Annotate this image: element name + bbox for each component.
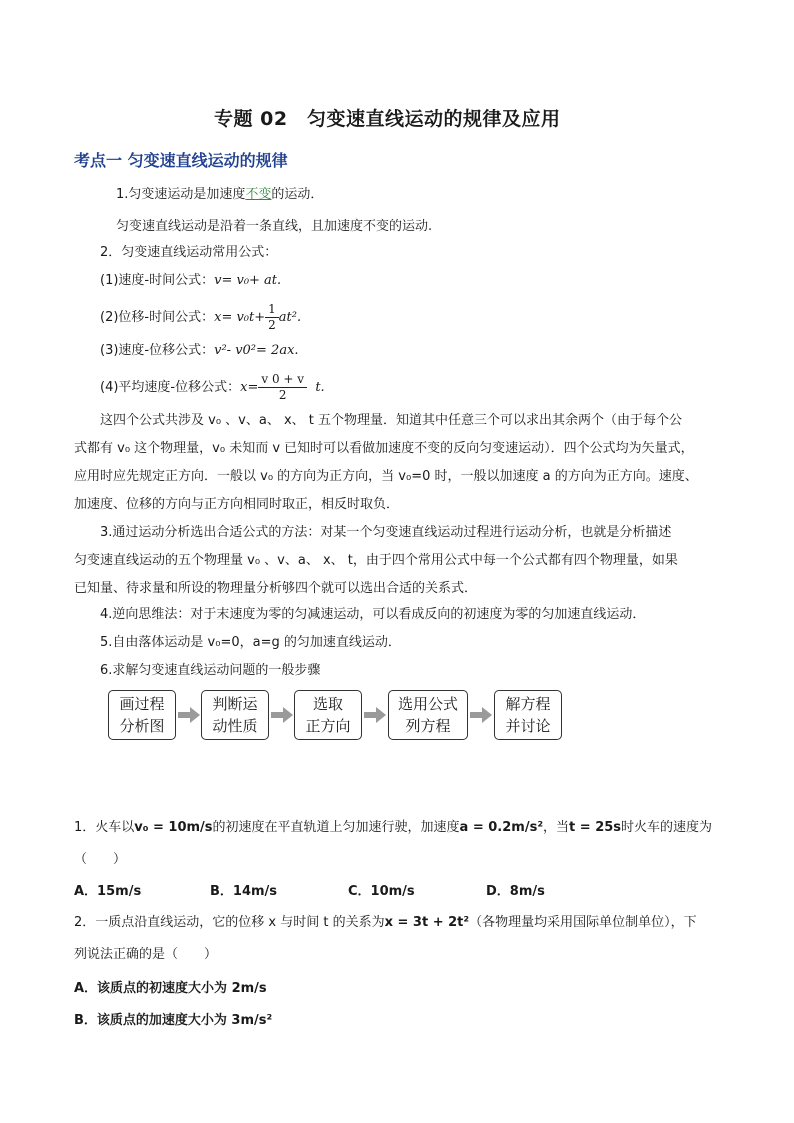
- question-2-stem: [74, 911, 697, 930]
- question-1-answer-paren: （ ）: [74, 852, 127, 867]
- page-title: 专题 02 匀变速直线运动的规律及应用: [214, 108, 561, 130]
- point-2: 2．匀变速直线运动常用公式：: [100, 245, 278, 260]
- method-line-1: 3.通过运动分析选出合适公式的方法：对某一个匀变速直线运动过程进行运动分析，也就是分析描述: [100, 525, 672, 540]
- section-heading: 考点一 匀变速直线运动的规律: [74, 151, 288, 170]
- question-2-equation: x = 3t + 2t²: [384, 915, 470, 930]
- flow-step-5: [494, 690, 562, 740]
- question-1-text-d: 时火车的速度为: [621, 820, 713, 835]
- flow-step-4-line-1: 选用公式: [397, 695, 458, 713]
- flow-step-4: [388, 690, 468, 740]
- formula-4-numerator: v 0 + v: [258, 372, 307, 388]
- formula-2-label: (2)位移-时间公式：: [100, 310, 215, 325]
- formula-1-label: (1)速度-时间公式：: [100, 273, 215, 288]
- flow-step-2-line-1: 判断运: [212, 695, 258, 713]
- flow-step-3-line-1: 选取: [312, 695, 343, 713]
- formula-4-post: t.: [315, 380, 325, 395]
- question-2-text-b: （各物理量均采用国际单位制单位），下: [469, 915, 697, 930]
- explanation-line-2: 式都有 v₀ 这个物理量，v₀ 未知而 v 已知时可以看做加速度不变的反向匀变速运动）．四个公式均为矢量式，: [74, 441, 694, 456]
- formula-2: [100, 302, 301, 333]
- flow-arrow-3-icon: [364, 707, 386, 723]
- flow-step-3-line-2: 正方向: [305, 717, 351, 735]
- formula-2-pre: x= v₀t+: [214, 310, 266, 325]
- question-1-text-a: 1．火车以: [74, 820, 135, 835]
- point-1-detail: 匀变速直线运动是沿着一条直线，且加速度不变的运动.: [116, 219, 433, 234]
- flow-step-3: [294, 690, 362, 740]
- point-6: 6.求解匀变速直线运动问题的一般步骤: [100, 663, 321, 678]
- explanation-line-3: 应用时应先规定正方向．一般以 v₀ 的方向为正方向，当 v₀=0 时，一般以加速度 a 的方向为正方向。速度、: [74, 469, 698, 484]
- formula-4-label: (4)平均速度-位移公式：: [100, 380, 241, 395]
- formula-2-numerator: 1: [265, 302, 279, 318]
- formula-4-pre: x=: [240, 380, 259, 395]
- formula-3-expr: v²- v0²= 2ax.: [214, 343, 299, 358]
- flow-step-1-line-2: 分析图: [119, 717, 165, 735]
- point-1: [116, 182, 323, 208]
- flow-step-1-line-1: 画过程: [119, 695, 165, 713]
- flow-arrow-2-icon: [271, 707, 293, 723]
- point-1-pre: 1.匀变速运动是加速度: [116, 187, 246, 202]
- question-1-option-a[interactable]: A．15m/s: [74, 884, 142, 899]
- question-1-option-d[interactable]: D．8m/s: [486, 884, 545, 899]
- question-1-stem: [74, 816, 712, 835]
- method-line-2: 匀变速直线运动的五个物理量 v₀ 、v、a、 x、 t，由于四个常用公式中每一个公式都有四个物理量，如果: [74, 553, 678, 568]
- question-1-text-b: 的初速度在平直轨道上匀加速行驶，加速度: [212, 820, 460, 835]
- formula-4-fraction: [258, 372, 307, 403]
- question-2-option-b[interactable]: B．该质点的加速度大小为 3m/s²: [74, 1013, 273, 1028]
- explanation-line-4: 加速度、位移的方向与正方向相同时取正，相反时取负．: [74, 497, 400, 512]
- flow-arrow-4-icon: [470, 707, 492, 723]
- formula-3: [100, 338, 299, 364]
- question-1-v0: v₀ = 10m/s: [134, 820, 213, 835]
- question-1-option-c[interactable]: C．10m/s: [348, 884, 415, 899]
- point-1-post: 的运动．: [271, 187, 324, 202]
- explanation-line-1: 这四个公式共涉及 v₀ 、v、a、 x、 t 五个物理量．知道其中任意三个可以求出其余两个（由于每个公: [100, 413, 683, 428]
- flow-step-2: [201, 690, 269, 740]
- formula-4-denominator: 2: [278, 388, 287, 402]
- flow-step-4-line-2: 列方程: [405, 717, 451, 735]
- formula-4: [100, 372, 325, 403]
- question-2-option-a[interactable]: A．该质点的初速度大小为 2m/s: [74, 981, 267, 996]
- flow-step-5-line-1: 解方程: [505, 695, 551, 713]
- question-1-text-c: ，当: [543, 820, 570, 835]
- formula-2-post: at².: [278, 310, 302, 325]
- flow-arrow-1-icon: [178, 707, 200, 723]
- flow-step-1: [108, 690, 176, 740]
- question-2-text-a: 2．一质点沿直线运动，它的位移 x 与时间 t 的关系为: [74, 915, 385, 930]
- flow-step-5-line-2: 并讨论: [505, 717, 551, 735]
- formula-1: [100, 268, 281, 294]
- formula-2-denominator: 2: [268, 318, 276, 332]
- formula-3-label: (3)速度-位移公式：: [100, 343, 215, 358]
- flow-step-2-line-2: 动性质: [212, 717, 258, 735]
- method-line-3: 已知量、待求量和所设的物理量分析够四个就可以选出合适的关系式．: [74, 581, 478, 596]
- question-1-option-b[interactable]: B．14m/s: [210, 884, 278, 899]
- formula-1-expr: v= v₀+ at.: [214, 273, 282, 288]
- point-4: 4.逆向思维法：对于末速度为零的匀减速运动，可以看成反向的初速度为零的匀加速直线运动．: [100, 607, 646, 622]
- point-1-highlight: 不变: [245, 187, 272, 202]
- question-1-time: t = 25s: [569, 820, 622, 835]
- question-2-stem-line-2: 列说法正确的是（ ）: [74, 947, 218, 962]
- formula-2-fraction: [265, 302, 279, 333]
- question-1-accel: a = 0.2m/s²: [459, 820, 544, 835]
- point-5: 5.自由落体运动是 v₀=0，a=g 的匀加速直线运动．: [100, 635, 401, 650]
